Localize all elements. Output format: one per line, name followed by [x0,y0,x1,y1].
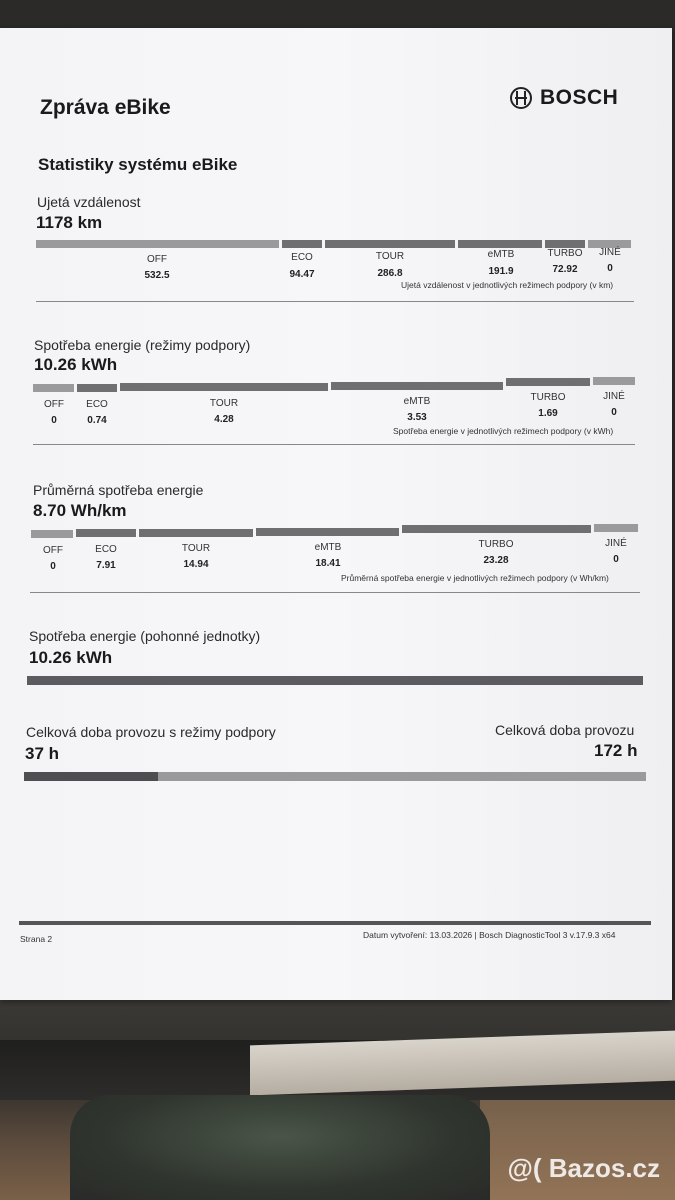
avg-mode-turbo: TURBO [478,539,514,550]
distance-mode-turbo: TURBO [547,248,583,259]
distance-mode-other: JINÉ [599,247,621,258]
assist-runtime-label: Celková doba provozu s režimy podpory [26,724,276,740]
drive-label: Spotřeba energie (pohonné jednotky) [29,628,261,644]
distance-val-emtb: 191.9 [488,266,514,277]
energy-bar-other [593,377,635,385]
distance-bar-turbo [545,240,585,248]
avg-bar-off [31,530,73,538]
avg-value: 8.70 Wh/km [33,501,127,520]
distance-val-other: 0 [607,263,613,274]
distance-note: Ujetá vzdálenost v jednotlivých režimech podpory (v km) [401,280,614,290]
energy-mode-tour: TOUR [209,398,239,409]
created-info: Datum vytvoření: 13.03.2026 | Bosch DiagnosticTool 3 v.17.9.3 x64 [363,930,616,940]
distance-mode-eco: ECO [291,252,313,263]
avg-mode-off: OFF [43,545,63,556]
bosch-logo-icon [510,87,532,109]
avg-mode-eco: ECO [95,544,117,555]
energy-mode-other: JINÉ [603,391,625,402]
distance-label: Ujetá vzdálenost [37,194,141,210]
energy-val-off: 0 [51,415,57,426]
energy-val-emtb: 3.53 [407,412,427,423]
total-runtime-label: Celková doba provozu [495,722,635,738]
avg-mode-other: JINÉ [605,538,627,549]
report-title: Zpráva eBike [40,96,171,119]
avg-val-other: 0 [613,554,619,565]
energy-bar-eco [77,384,117,392]
distance-bar-eco [282,240,322,248]
energy-bar-emtb [331,382,503,390]
assist-runtime-value: 37 h [25,744,60,763]
avg-val-emtb: 18.41 [315,558,341,569]
avg-val-turbo: 23.28 [483,555,509,566]
energy-mode-emtb: eMTB [403,396,431,407]
energy-val-eco: 0.74 [87,415,107,426]
avg-note: Průměrná spotřeba energie v jednotlivých režimech podpory (v Wh/km) [341,573,609,583]
avg-bar-emtb [256,528,399,536]
footer-rule [19,921,651,925]
distance-bar-off [36,240,279,248]
distance-bar-emtb [458,240,542,248]
avg-mode-emtb: eMTB [314,542,342,553]
brand-logo [510,86,618,110]
avg-val-off: 0 [50,561,56,572]
distance-val-turbo: 72.92 [552,264,578,275]
energy-note: Spotřeba energie v jednotlivých režimech podpory (v kWh) [393,426,614,436]
person-legs [70,1095,490,1200]
page-number: Strana 2 [20,934,53,944]
floor [480,1100,675,1200]
total-runtime-value: 172 h [594,741,638,760]
runtime-bar-track [24,772,646,781]
divider [33,444,635,445]
divider [30,592,640,593]
energy-value: 10.26 kWh [34,355,118,374]
energy-mode-eco: ECO [86,399,108,410]
distance-bar-tour [325,240,455,248]
report-page [0,28,672,1000]
energy-bar-turbo [506,378,590,386]
energy-bar-tour [120,383,328,391]
avg-val-tour: 14.94 [183,559,209,570]
brand-name: BOSCH [540,86,619,109]
energy-val-turbo: 1.69 [538,408,558,419]
divider [36,301,634,302]
energy-bar-off [33,384,74,392]
runtime-bar-fill [24,772,158,781]
avg-label: Průměrná spotřeba energie [33,482,204,498]
drive-value: 10.26 kWh [29,648,113,667]
distance-mode-off: OFF [147,254,167,265]
drive-bar [27,676,643,685]
distance-val-off: 532.5 [144,270,170,281]
distance-val-tour: 286.8 [377,268,403,279]
section-title: Statistiky systému eBike [38,155,238,174]
avg-bar-turbo [402,525,591,533]
energy-label: Spotřeba energie (režimy podpory) [34,337,251,353]
avg-bar-other [594,524,638,532]
avg-bar-eco [76,529,136,537]
energy-val-other: 0 [611,407,617,418]
avg-bar-tour [139,529,253,537]
watermark: @( Bazos.cz [507,1153,660,1183]
distance-mode-emtb: eMTB [487,249,515,260]
energy-val-tour: 4.28 [214,414,234,425]
distance-value: 1178 km [36,213,103,232]
distance-val-eco: 94.47 [289,269,315,280]
energy-mode-off: OFF [44,399,64,410]
energy-mode-turbo: TURBO [530,392,566,403]
distance-mode-tour: TOUR [375,251,405,262]
avg-val-eco: 7.91 [96,560,116,571]
avg-mode-tour: TOUR [181,543,211,554]
